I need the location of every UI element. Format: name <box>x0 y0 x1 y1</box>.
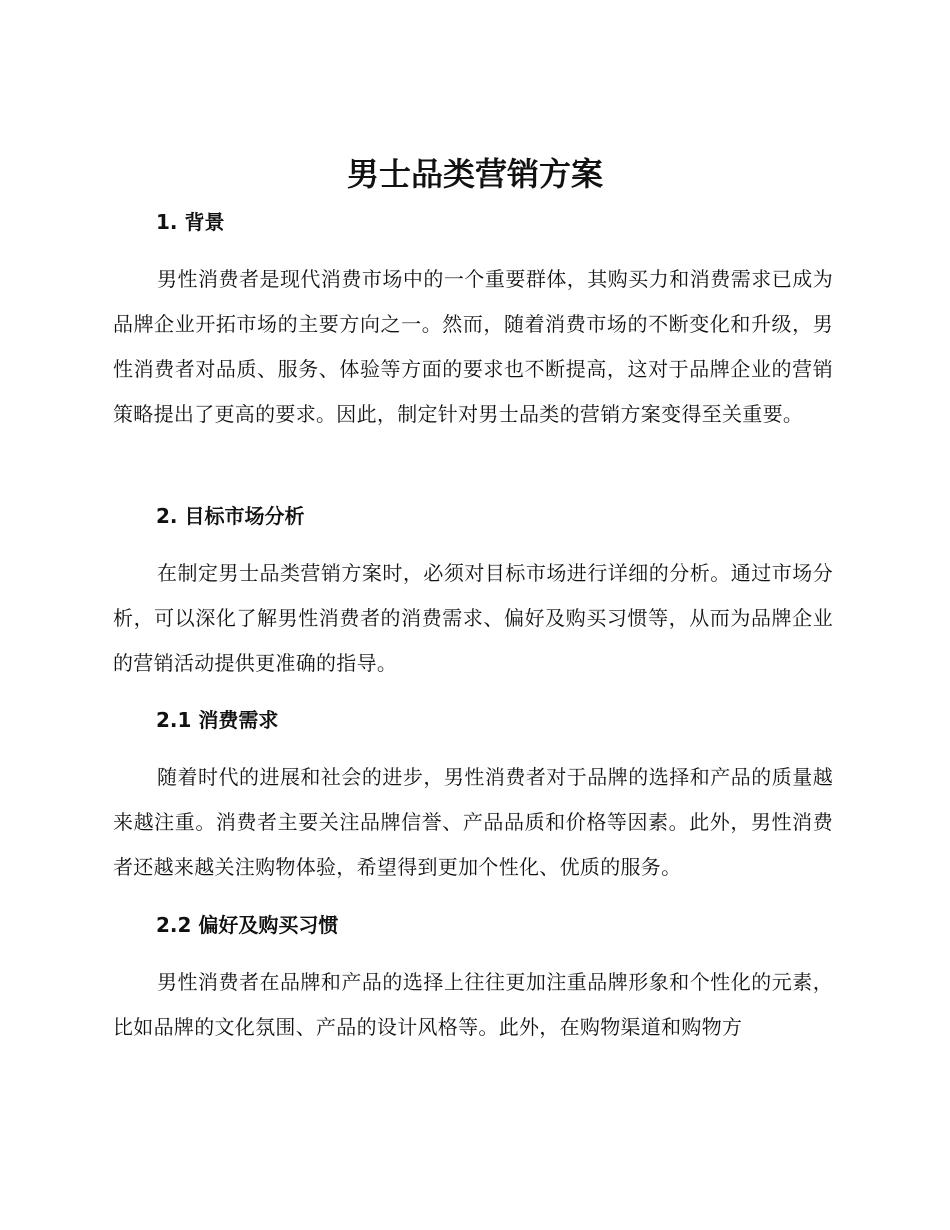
section-heading-background: 1. 背景 <box>156 210 225 234</box>
section-paragraph-target-market: 在制定男士品类营销方案时，必须对目标市场进行详细的分析。通过市场分析，可以深化了解男性消费者的消费需求、偏好及购买习惯等，从而为品牌企业的营销活动提供更准确的指导。 <box>113 561 833 675</box>
document-title: 男士品类营销方案 <box>346 155 603 193</box>
section-heading-target-market: 2. 目标市场分析 <box>156 504 305 528</box>
section-paragraph-consumer-demand: 随着时代的进展和社会的进步，男性消费者对于品牌的选择和产品的质量越来越注重。消费者主要关注品牌信誉、产品品质和价格等因素。此外，男性消费者还越来越关注购物体验，希望得到更加个性化、优质的服务。 <box>113 765 833 879</box>
section-paragraph-background: 男性消费者是现代消费市场中的一个重要群体，其购买力和消费需求已成为品牌企业开拓市场的主要方向之一。然而，随着消费市场的不断变化和升级，男性消费者对品质、服务、体验等方面的要求也不断提高，这对于品牌企业的营销策略提出了更高的要求。因此，制定针对男士品类的营销方案变得至关重要。 <box>113 267 833 426</box>
section-heading-consumer-demand: 2.1 消费需求 <box>156 708 279 732</box>
section-heading-preferences: 2.2 偏好及购买习惯 <box>156 913 339 937</box>
section-paragraph-preferences: 男性消费者在品牌和产品的选择上往往更加注重品牌形象和个性化的元素，比如品牌的文化氛围、产品的设计风格等。此外，在购物渠道和购物方 <box>113 970 833 1039</box>
